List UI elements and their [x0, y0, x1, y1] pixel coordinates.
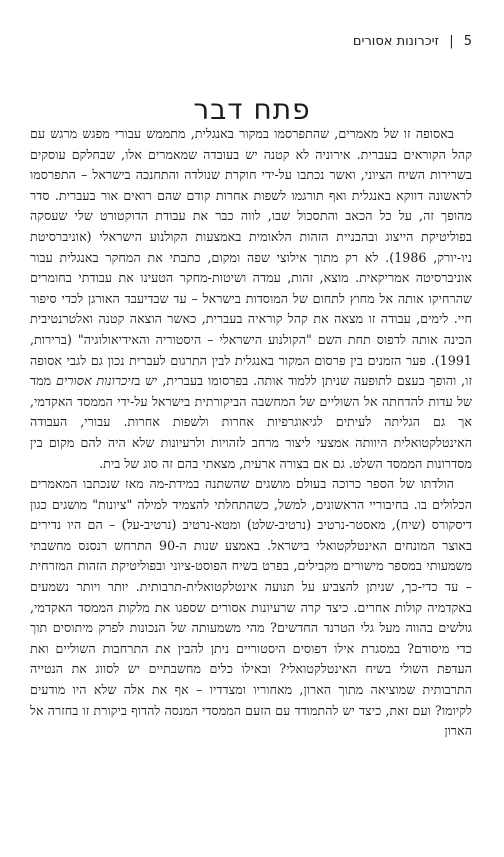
paragraph-1 — [30, 124, 472, 474]
paragraph-1-book-title-italic: זיכרונות אסורים — [56, 373, 135, 389]
chapter-title: פתח דבר — [193, 92, 311, 126]
paragraph-2 — [30, 474, 472, 742]
page-number: 5 — [463, 34, 472, 49]
running-head — [30, 34, 474, 49]
running-head-separator: | — [449, 34, 454, 49]
body-text — [30, 124, 472, 847]
paragraph-2-part-1: הולדתו של הספר כרוכה בעולם מושגים שהשתנה במידת-מה מאז שנכתבו המאמרים הכלולים בו. בחיבוריי הראשונים, למשל, כשהתחלתי להצמיד למילה "ציונות" מושגים כגון דיסקורס (שיח), מאסטר-נרטיב (נרטיב-שלט) ומטא-נרטיב (נרטיב-על) – הם היו נדירים באוצר המונחים האינטלקטואלי בישראל. באמצע שנות ה-90 התרחש רנסנס מחשבתי משמעותי במספר מישורים מקבילים, בפרט בשיח הפוסט-ציוני ובפוליטיקת הזהות המזרחית – עד כדי-כך, שניתן להצביע על תנועה אינטלקטואלית-תרבותית. יותר ויותר נשמעים באקדמיה קולות אחרים. כיצד קרה שרעיונות אסורים שספגו את מלקות הממסד האקדמי, גולשים בהווה מעל גלי הטרנד החדשים? מהי משמעותה של הנכונות לפרק מיתוסים תוך כדי מיסודם? במסגרת אילו דפוסים היסטוריים ניתן להבין את התרחבות השוליים ואת העדפת השולי בשיח האינטלקטואלי? ובאילו כלים מחשבתיים יש לסווג את הנטייה התרבותית שמוציאה מתוך הארון, מאחוריו ומצדדיו – אף את אלה שלא היו מודעים לקיומו? ועם זאת, כיצד יש להתמודד עם הזעם הממסדי המנסה להדוף ביקורת זו בחזרה אל הארון — [30, 476, 472, 739]
paragraph-1-part-1: באסופה זו של מאמרים, שהתפרסמו במקור באנגלית, מתממש עבורי מפגש מרגש עם קהל הקוראים בעברית. אירוניה לא קטנה יש בעובדה שמאמרים אלו, שבחלקם עוסקים בשרירות השיח הציוני, ואשר נכתבו על-ידי חוקרת שנולדה והתחנכה בישראל – התפרסמו לראשונה דווקא באנגלית ואף תורגמו לשפות אחרות קודם שהם רואים אור בעברית. סדר מהופך זה, על כל הכאב והתסכול שבו, לווה כבר את עבודת הדוקטורט שלי שעסקה בפוליטיקת הייצוג ובהבניית הזהות הלאומית באמצעות הקולנוע הישראלי (אוניברסיטת ניו-יורק, 1986). לא רק מתוך אילוצי שפה ומקום, כתבתי את המחקר באנגלית עבור אוניברסיטה אמריקאית. מוצא, זהות, עמדה ושיטות-מחקר הטעינו את עבודתי בחומרים שהרחיקו אותה אל מחוץ לתחום של המוסדות בישראל – עד שבדיעבד האורגן לכדי סיפור חיי. לימים, עבודה זו מצאה את קהל קוראיה בעברית, כאשר הוצאה קטנה ואלטרנטיבית הכינה אותה לדפוס תחת השם "הקולנוע הישראלי – היסטוריה והאידיאולוגיה" (ברירות, 1991). פער הזמנים בין פרסום המקור באנגלית לבין התרגום לעברית נכון גם לגבי אסופה זו, והופך בעצם לתופעה שניתן ללמוד אותה. בפרסומו בעברית, יש ב — [30, 126, 473, 389]
paragraph-1-part-3: ממד של עדות להדחתה אל השוליים של המחשבה הביקורתית בישראל על-ידי הממסד האקדמי, אך גם הגליתה לעיתים לגיאוגרפיות אחרות ולשפות אחרות. עבורי, העבודה האינטלקטואלית היוותה אמצעי ליצור מרחב לזהויות ולרעיונות שלא היה להם מקום בין מסדרונות הממסד השלט. גם אם בצורה ארעית, מצאתי בהם זה סוג של בית. — [30, 373, 472, 471]
running-head-book-title: זיכרונות אסורים — [352, 34, 440, 49]
